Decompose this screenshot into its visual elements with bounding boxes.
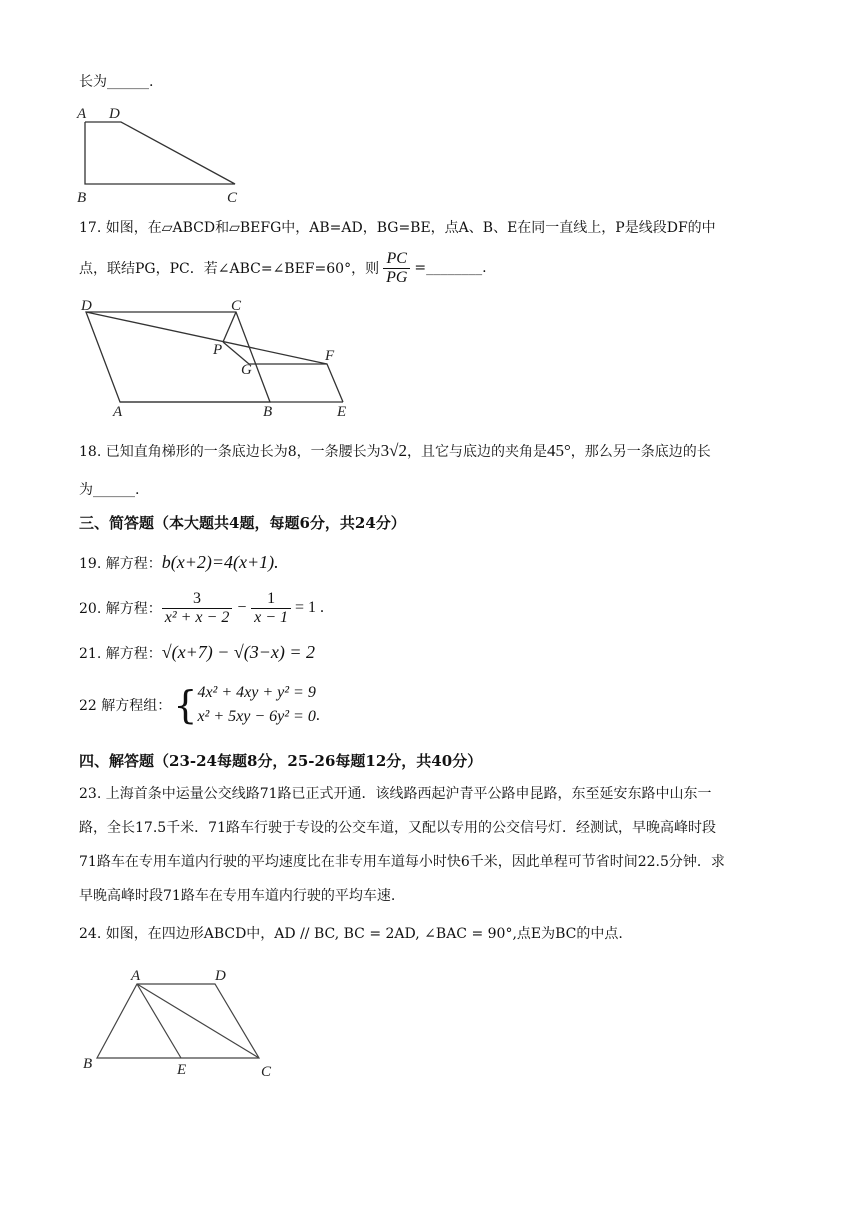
q18-text-a: 18. 已知直角梯形的一条底边长为8，一条腰长为 bbox=[79, 444, 381, 460]
label-e: E bbox=[337, 404, 347, 420]
q17-frac-numerator: PC bbox=[383, 250, 410, 269]
q18-line1 bbox=[79, 441, 711, 462]
q22-label: 22 解方程组： bbox=[79, 698, 172, 714]
q20-f1-den: x² + x − 2 bbox=[164, 608, 230, 626]
parallelogram-figure-17 bbox=[75, 296, 365, 422]
quadrilateral-figure-24 bbox=[75, 964, 285, 1084]
q18-radical: 3√2 bbox=[380, 441, 407, 460]
label-c: C bbox=[227, 190, 238, 206]
q22 bbox=[79, 680, 320, 730]
q19-equation: b(x+2)=4(x+1). bbox=[161, 552, 279, 572]
q17-blank: =________. bbox=[414, 260, 487, 276]
section-4-heading: 四、解答题（23-24每题8分，25-26每题12分，共40分） bbox=[79, 752, 483, 770]
q22-eq2: x² + 5xy − 6y² = 0 bbox=[197, 708, 316, 725]
q18-text-b: ，且它与底边的夹角是 bbox=[406, 444, 547, 460]
q18-text-c: ，那么另一条底边的长 bbox=[570, 444, 711, 460]
q23-line-4: 早晚高峰时段71路车在专用车道内行驶的平均车速. bbox=[79, 888, 396, 904]
q20-label: 20. 解方程： bbox=[79, 601, 162, 617]
q18-line2: 为______. bbox=[79, 482, 140, 498]
q20-f1-num: 3 bbox=[162, 590, 233, 609]
label-d: D bbox=[81, 298, 92, 314]
label-d: D bbox=[109, 106, 120, 122]
label-f: F bbox=[325, 348, 335, 364]
label-p: P bbox=[213, 342, 223, 358]
label-c: C bbox=[231, 298, 242, 314]
label-b: B bbox=[83, 1056, 93, 1072]
q22-system bbox=[197, 681, 315, 729]
q23-line-3: 71路车在专用车道内行驶的平均速度比在非专用车道每小时快6千米，因此单程可节省时间22.5分钟．求 bbox=[79, 854, 725, 870]
answer-line-16: 长为______. bbox=[79, 74, 154, 90]
label-e: E bbox=[177, 1062, 187, 1078]
q20-rhs: = 1 . bbox=[295, 599, 325, 616]
q17-line2 bbox=[79, 246, 487, 290]
q23-line-2: 路，全长17.5千米．71路车行驶于专设的公交车道，又配以专用的公交信号灯．经测试，早晚高峰时段 bbox=[79, 820, 716, 836]
q24-text: 24. 如图，在四边形ABCD中，AD // BC, BC = 2AD, ∠BAC = 90°,点E为BC的中点. bbox=[79, 926, 623, 942]
section-3-heading: 三、简答题（本大题共4题，每题6分，共24分） bbox=[79, 514, 406, 532]
q19-label: 19. 解方程： bbox=[79, 556, 162, 572]
label-a: A bbox=[131, 968, 141, 984]
q17-fraction bbox=[383, 250, 410, 287]
q17-frac-denominator: PG bbox=[386, 268, 408, 286]
label-b: B bbox=[263, 404, 273, 420]
trapezoid-figure-16 bbox=[75, 100, 255, 208]
q20-minus: − bbox=[236, 599, 248, 616]
q23-line-1: 23. 上海首条中运量公交线路71路已正式开通．该线路西起沪青平公路申昆路，东至延安东路中山东一 bbox=[79, 786, 712, 802]
label-c: C bbox=[261, 1064, 272, 1080]
q19 bbox=[79, 552, 279, 573]
q21-equation: √(x+7) − √(3−x) = 2 bbox=[161, 642, 316, 662]
q20-f2-num: 1 bbox=[251, 590, 291, 609]
q20-fraction-1 bbox=[162, 590, 233, 627]
label-a: A bbox=[113, 404, 123, 420]
q17-line2-text: 点，联结PG，PC．若∠ABC=∠BEF=60°，则 bbox=[79, 261, 380, 277]
q17-line1: 17. 如图，在▱ABCD和▱BEFG中，AB=AD，BG=BE，点A、B、E在同一直线上，P是线段DF的中 bbox=[79, 220, 716, 236]
q20-fraction-2 bbox=[251, 590, 291, 627]
q22-period: . bbox=[315, 707, 320, 724]
q21 bbox=[79, 642, 315, 663]
q21-label: 21. 解方程： bbox=[79, 646, 162, 662]
q20-f2-den: x − 1 bbox=[254, 608, 289, 626]
q22-brace: { bbox=[173, 683, 198, 727]
q18-angle: 45° bbox=[546, 441, 571, 460]
label-a: A bbox=[77, 106, 87, 122]
label-d: D bbox=[215, 968, 226, 984]
q20 bbox=[79, 585, 324, 631]
q22-eq1: 4x² + 4xy + y² = 9 bbox=[197, 684, 316, 701]
label-g: G bbox=[241, 362, 252, 378]
label-b: B bbox=[77, 190, 87, 206]
